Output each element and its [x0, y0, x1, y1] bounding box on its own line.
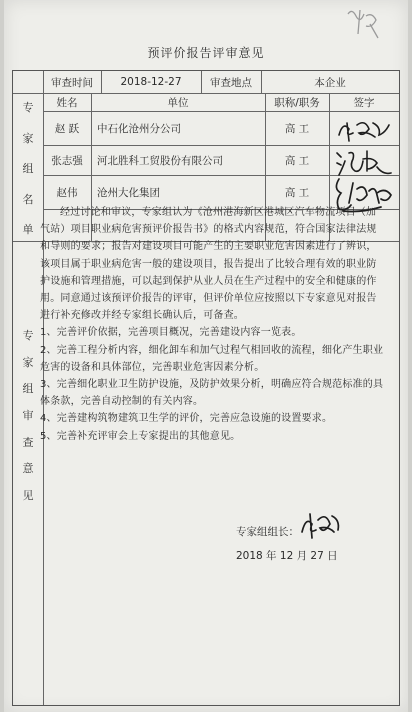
leader-signature: [298, 508, 346, 542]
opinion-label-char: 专: [22, 329, 34, 342]
opinion-items-list: [40, 324, 384, 444]
expert-label-char: 名: [22, 192, 34, 206]
leader-signature-row: [236, 524, 299, 539]
column-header-name: 姓名: [56, 96, 78, 109]
opinion-label-char: 组: [22, 382, 34, 396]
opinion-item: 5、完善补充评审会上专家提出的其他意见。: [40, 430, 241, 442]
expert-title: 高 工: [284, 186, 310, 199]
review-place-label: 审查地点: [210, 76, 252, 89]
column-header-title: 职称/职务: [274, 96, 320, 109]
form-title: 预评价报告评审意见: [147, 46, 265, 60]
review-time-value: 2018-12-27: [120, 76, 182, 88]
expert-title: 高 工: [284, 122, 310, 135]
column-header-unit: 单位: [167, 96, 189, 109]
corner-pencil-mark: [342, 4, 386, 44]
expert-label-char: 专: [22, 101, 34, 114]
expert-name: 赵 跃: [54, 122, 80, 135]
opinion-label-char: 家: [22, 355, 34, 369]
opinion-item: 1、完善评价依据，完善项目概况，完善建设内容一览表。: [40, 327, 302, 339]
expert-label-char: 家: [22, 131, 34, 145]
review-time-label: 审查时间: [51, 76, 93, 89]
expert-label-char: 组: [22, 162, 34, 175]
opinion-label-char: 见: [22, 488, 34, 502]
opinion-label-char: 意: [22, 462, 34, 476]
opinion-item: 4、完善建构筑物建筑卫生学的评价，完善应急设施的设置要求。: [40, 413, 333, 425]
expert-name: 张志强: [51, 154, 83, 167]
review-place-value: 本企业: [314, 76, 346, 89]
expert-label-char: 单: [22, 223, 34, 236]
review-opinion-section-label: [13, 327, 43, 503]
expert-title: 高 工: [284, 154, 310, 167]
expert-unit: 沧州大化集团: [97, 186, 160, 199]
opinion-item: 3、完善细化职业卫生防护设施，及防护效果分析，明确应符合规范标准的具体条款，完善自动控制的有关内容。: [40, 379, 384, 408]
leader-label: 专家组组长：: [236, 526, 299, 538]
opinion-paragraph: 经过讨论和审议，专家组认为《沧州港海新区港城区汽车物流项目（加气站）项目职业病危害预评价报告书》的格式内容规范，符合国家法律法规和导则的要求；报告对建设项目可能产生的主要职业危害因素进行了辨识，该项目属于职业病危害一般的建设项目，报告提出了比较合理有效的职业防护设施和管理措施，可以起到保护从业人员在生产过程中的安全和健康的作用。同意通过该预评价报告的评审，但评价单位应按照以下专家意见对报告进行补充修改并经专家组长确认后，可备查。: [40, 207, 377, 322]
expert-signature-1: [335, 115, 393, 143]
expert-name: 赵伟: [56, 186, 78, 199]
opinion-label-char: 审: [22, 408, 34, 422]
review-opinion-body: [40, 204, 384, 445]
column-header-signature: 签字: [353, 96, 375, 109]
review-form-page: [4, 0, 408, 712]
opinion-label-char: 查: [22, 435, 34, 449]
opinion-item: 2、完善工程分析内容，细化卸车和加气过程气相回收的流程，细化产生职业危害的设备和具体部位，完善职业危害因素分析。: [40, 344, 384, 373]
expert-unit: 中石化沧州分公司: [97, 122, 181, 135]
expert-unit: 河北胜科工贸股份有限公司: [97, 154, 223, 167]
expert-list-section-label: [13, 99, 43, 237]
signature-date: 2018 年 12 月 27 日: [236, 550, 338, 562]
